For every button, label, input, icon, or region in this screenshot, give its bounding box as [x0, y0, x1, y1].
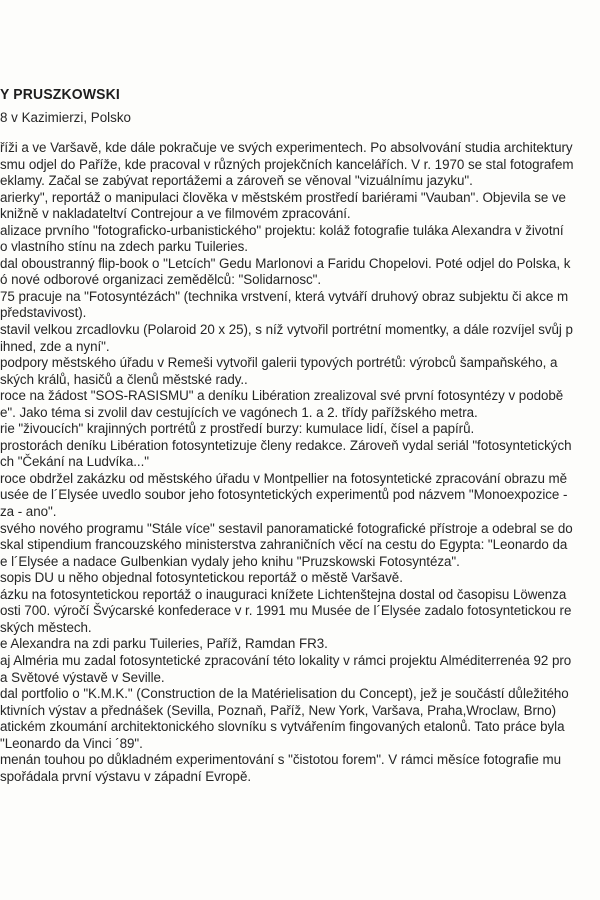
- text-line: roce na žádost "SOS-RASISMU" a deníku Libération zrealizoval své první fotosyntézy v podobě: [0, 388, 564, 404]
- text-line: představivost).: [0, 305, 87, 321]
- heading-prefix-partial: Y: [0, 86, 10, 103]
- text-line: arierky", reportáž o manipulaci člověka v městském prostředí bariérami "Vauban". Objevila se ve: [0, 189, 566, 205]
- text-line: ó nové odborové organizaci zemědělců: "Solidarnosc".: [0, 272, 322, 288]
- text-line: ch "Čekání na Ludvíka...": [0, 454, 149, 470]
- text-line: prostorách deníku Libération fotosyntetizuje členy redakce. Zároveň vydal seriál "fotosyntetických: [0, 437, 572, 453]
- text-line: rie "živoucích" krajinných portrétů z prostředí burzy: kumulace lidí, čísel a papírů.: [0, 421, 475, 437]
- text-line: svého nového programu "Stále více" sestavil panoramatické fotografické přístroje a odebral se do: [0, 520, 573, 536]
- text-line: usée de l´Elysée uvedlo soubor jeho fotosyntetických experimentů pod názvem "Monoexpozice -: [0, 487, 568, 503]
- text-line: a Světové výstavě v Seville.: [0, 669, 165, 685]
- text-line: knižně v nakladateltví Contrejour a ve filmovém zpracování.: [0, 206, 351, 222]
- text-line: sopis DU u něho objednal fotosyntetickou reportáž o městě Varšavě.: [0, 570, 403, 586]
- text-line: eklamy. Začal se zabývat reportážemi a zároveň se věnoval "vizuálnímu jazyku".: [0, 173, 473, 189]
- text-line: smu odjel do Paříže, kde pracoval v různých projekčních kancelářích. V r. 1970 se stal fotografem: [0, 156, 574, 172]
- text-line: osti 700. výročí Švýcarské konfederace v r. 1991 mu Musée de l´Elysée zadalo fotosyntetickou re: [0, 603, 572, 619]
- text-line: říži a ve Varšavě, kde dále pokračuje ve svých experimentech. Po absolvování studia architektury: [0, 140, 573, 155]
- text-line: dal portfolio o "K.M.K." (Construction de la Matérielisation du Concept), jež je součástí důležitého: [0, 686, 569, 702]
- text-line: roce obdržel zakázku od městského úřadu v Montpellier na fotosyntetické zpracování obrazu mě: [0, 470, 568, 486]
- heading-surname: PRUSZKOWSKI: [13, 86, 120, 103]
- text-line: menán touhou po důkladném experimentování s "čistotou forem". V rámci měsíce fotografie mu: [0, 752, 562, 768]
- text-line: ských králů, hasičů a členů městské rady..: [0, 371, 248, 387]
- text-line: stavil velkou zrcadlovku (Polaroid 20 x 25), s níž vytvořil portrétní momentky, a dále rozvíjel svůj p: [0, 322, 573, 338]
- text-line: ských městech.: [0, 619, 92, 635]
- text-line: e Alexandra na zdi parku Tuileries, Paříž, Ramdan FR3.: [0, 636, 328, 652]
- text-line: spořádala první výstavu v západní Evropě.: [0, 768, 252, 784]
- text-line: atickém zkoumání architektonického slovníku s vytvářením fingovaných etalonů. Tato práce byla: [0, 719, 565, 735]
- text-line: o vlastního stínu na zdech parku Tuileries.: [0, 239, 248, 255]
- biography-text: [0, 140, 600, 785]
- text-line: dal oboustranný flip-book o "Letcích" Gedu Marlonovi a Faridu Chopelovi. Poté odjel do Polska, k: [0, 255, 571, 271]
- text-line: alizace prvního "fotograficko-urbanistického" projektu: koláž fotografie tuláka Alexandra v životní: [0, 222, 564, 238]
- text-line: ázku na fotosyntetickou reportáž o inauguraci knížete Lichtenštejna dostal od časopisu Löwenza: [0, 586, 567, 602]
- text-line: za - ano".: [0, 504, 57, 520]
- birth-line: 8 v Kazimierzi, Polsko: [0, 110, 131, 125]
- text-line: ihned, zde a nyní".: [0, 338, 110, 354]
- text-line: 75 pracuje na "Fotosyntézách" (technika vrstvení, která vytváří druhový obraz subjektu či akce m: [0, 288, 569, 304]
- document-heading: [0, 86, 120, 103]
- text-line: podpory městského úřadu v Remeši vytvořil galerii typových portrétů: výrobců šampaňského, a: [0, 355, 558, 371]
- text-line: skal stipendium francouzského ministerstva zahraničních věcí na cestu do Egypta: "Leonardo da: [0, 537, 568, 553]
- text-line: e l´Elysée a nadace Gulbenkian vydaly jeho knihu "Pruzskowski Fotosyntéza".: [0, 553, 460, 569]
- text-line: "Leonardo da Vinci ´89".: [0, 735, 143, 751]
- text-line: aj Alméria mu zadal fotosyntetické zpracování této lokality v rámci projektu Alméditerrenéa 92 pro: [0, 652, 572, 668]
- text-line: ktivních výstav a přednášek (Sevilla, Poznaň, Paříž, New York, Varšava, Praha,Wroclaw, Brno): [0, 702, 557, 718]
- text-line: e". Jako téma si zvolil dav cestujících ve vagónech 1. a 2. třídy pařížského metra.: [0, 404, 478, 420]
